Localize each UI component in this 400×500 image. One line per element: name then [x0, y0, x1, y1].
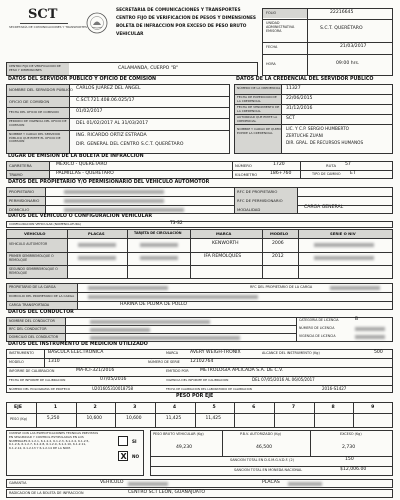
periodo-value: DEL 01/02/2017 AL 31/03/2017	[76, 121, 149, 126]
rule	[65, 317, 66, 342]
carretera-value: MÉXICO - QUERÉTARO	[56, 162, 108, 167]
oficio-label: OFICIO DE COMISION	[9, 99, 50, 104]
serie-redacted	[314, 243, 374, 247]
si-label: SI	[132, 439, 137, 444]
calibracion-label: INFORME DE CALIBRACION	[9, 369, 55, 373]
axle-divider	[274, 402, 275, 428]
permisionario-redacted	[64, 199, 164, 203]
carga-transportada-label: CARGA TRANSPORTADA	[9, 303, 50, 307]
conductor-domicilio-redacted	[90, 336, 240, 340]
rule	[127, 229, 128, 279]
axle-number: 1	[53, 405, 58, 410]
conductor-section-title: DATOS DEL CONDUCTOR	[8, 310, 74, 315]
vehiculo-row-label: PRIMER SEMIRREMOLQUE O REMOLQUE	[9, 254, 54, 262]
rule	[297, 187, 298, 214]
rule	[300, 161, 301, 179]
rule	[310, 430, 311, 456]
marca-instrumento-label: MARCA	[166, 351, 179, 355]
garantia-placas: PLACAS	[262, 480, 280, 485]
vigencia-informe: DEL 07/05/2016 AL 06/05/2017	[252, 377, 315, 382]
axle-divider	[353, 402, 354, 428]
sancion-value: 150	[345, 457, 354, 462]
rule	[234, 124, 393, 125]
col-header-tarjeta: TARJETA DE CIRCULACIÓN	[134, 231, 182, 235]
sct-logo	[6, 7, 87, 44]
fecha-value: 21/03/2017	[340, 44, 367, 49]
eje-label: EJE	[14, 405, 22, 410]
rule	[77, 283, 78, 310]
tipo-camino-label: TIPO DE CAMINO	[312, 172, 341, 176]
rule	[45, 187, 46, 214]
nombre-cargo-2: DIR. GENERAL DEL CENTRO S.C.T. QUERÉTARO	[76, 142, 184, 147]
rule	[262, 229, 263, 279]
vigencia-informe-label: VIGENCIA DEL INFORME DE CALIBRACION	[166, 378, 229, 382]
cred-vencimiento: 31/12/2016	[286, 106, 313, 111]
exceso-label: EXCESO (Kg)	[340, 432, 362, 436]
axle-divider	[36, 402, 37, 428]
serie-redacted	[314, 256, 374, 260]
cred-expedicion: 22/06/2015	[286, 96, 313, 101]
propietario-label: PROPIETARIO	[9, 189, 35, 194]
peso-section-title: PESO POR EJE	[176, 394, 214, 399]
servidor-section-title: DATOS DEL SERVIDOR PÚBLICO Y OFICIO DE COMISION	[8, 77, 157, 82]
rule	[262, 19, 393, 20]
header-title-2: CENTRO FIJO DE VERIFICACION DE PESOS Y DIMENSIONES	[116, 16, 257, 21]
tarjeta-redacted	[140, 243, 178, 247]
sct-logo-subtitle: SECRETARÍA DE COMUNICACIONES Y TRANSPORTES	[9, 25, 87, 29]
monto-label: SANCION TOTAL EN MONEDA NACIONAL	[234, 468, 303, 472]
categoria-value: B	[355, 317, 359, 322]
col-header-marca: MARCA	[216, 231, 232, 236]
vigencia-licencia-label: VIGENCIA DE LICENCIA	[299, 334, 336, 338]
tipo-camino-value: ET	[350, 171, 356, 176]
cred-expide-1: LIC. Y C.P. SERGIO HUMBERTO	[286, 126, 349, 131]
hora-label: HORA	[266, 62, 276, 66]
conductor-rfc-redacted	[90, 328, 150, 332]
axle-weight: 10,600	[126, 416, 142, 421]
vehiculo-row-modelo: 2012	[272, 254, 284, 259]
rule	[44, 349, 45, 367]
axle-weight: 5,250	[46, 416, 60, 421]
folio-label: FOLIO	[266, 11, 277, 15]
conductor-domicilio-label: DOMICILIO DEL CONDUCTOR	[9, 335, 59, 339]
permisionario-label: PERMISIONARIO	[9, 198, 40, 203]
col-header-placas: PLACAS	[88, 231, 105, 236]
kilometro-label: KILOMETRO	[235, 172, 258, 177]
rule	[6, 301, 393, 302]
rule	[69, 84, 70, 154]
header-title-4: VEHICULAR	[116, 32, 144, 37]
fecha-oficio-label: FECHA DEL OFICIO DE COMISION	[9, 110, 59, 114]
rule	[6, 130, 230, 131]
propietario-redacted	[64, 190, 164, 194]
cred-expedicion-label: FECHA DE EXPEDICION DE LA CREDENCIAL	[237, 95, 277, 103]
cred-numero: 11327	[286, 86, 301, 91]
conductor-nombre-label: NOMBRE DEL CONDUCTOR	[9, 319, 55, 323]
vigencia-licencia-redacted	[355, 335, 385, 339]
fecha-label: FECHA	[266, 45, 278, 49]
lugar-numero-label: NÚMERO	[235, 163, 252, 168]
peso-label: PESO (Kg)	[10, 417, 28, 421]
servidor-nombre: CARLOS JUÁREZ DEL ÁNGEL	[76, 86, 141, 91]
sct-logo-text: SCT	[28, 7, 58, 22]
fecha-informe-label: FECHA DE INFORME DE CALIBRACION	[9, 378, 66, 382]
exceso-value: 2,730	[342, 445, 356, 450]
fecha-oficio-value: 01/02/2017	[76, 109, 103, 114]
no-checkbox[interactable]	[118, 451, 128, 461]
col-header-serie: SERIE O NIV	[330, 231, 356, 236]
kilometro-value: 186+760	[270, 171, 292, 176]
holograma-value: U201605310018758	[92, 386, 134, 391]
header-title-3: BOLETA DE INFRACCION POR EXCESO DE PESO BRUTO	[116, 24, 247, 29]
placas-redacted	[78, 243, 116, 247]
rule	[6, 413, 393, 414]
licencia-redacted	[355, 327, 385, 331]
carga-rfc-label: RFC DEL PROPIETARIO DE LA CARGA	[250, 285, 313, 289]
lugar-numero: 1720	[273, 162, 285, 167]
axle-divider	[314, 402, 315, 428]
tarjeta-redacted	[140, 256, 178, 260]
bruto-value: 49,230	[176, 445, 193, 450]
axle-weight: 11,425	[165, 416, 182, 421]
rule	[6, 333, 296, 334]
logo-underline	[20, 23, 68, 24]
config-label: CONFIGURACION VEHICULAR (NOMENCLATURA)	[9, 222, 81, 226]
mexico-seal-icon	[86, 12, 108, 34]
axle-number: 3	[133, 405, 137, 410]
licencia-label: NÚMERO DE LICENCIA	[299, 326, 335, 330]
emitido-value: METROLOGIA APLICADA S.A. DE C.V.	[200, 368, 284, 373]
fecha-informe: 07/05/2016	[100, 377, 127, 382]
centro-value: CALAMANDA, CUERPO "B"	[118, 66, 179, 71]
servidor-nombre-label: NOMBRE DEL SERVIDOR PÚBLICO	[9, 87, 73, 92]
tramo-label: TRAMO	[9, 172, 23, 177]
rule	[222, 430, 223, 456]
cred-expide-3: DIR. GRAL. DE RECURSOS HUMANOS	[286, 140, 364, 145]
nombre-cargo-1: ING. RICARDO ORTIZ ESTRADA	[76, 133, 147, 138]
lugar-section-title: LUGAR DE EMISION DE LA BOLETA DE INFRACCION	[8, 154, 144, 159]
axle-weight: 10,600	[86, 416, 102, 421]
modalidad-label: MODALIDAD	[237, 207, 261, 212]
axle-number: 2	[93, 405, 97, 410]
radicacion-value: CENTRO SCT LEÓN, GUANAJUATO	[128, 490, 206, 495]
credencial-section-title: DATOS DE LA CREDENCIAL DEL SERVIDOR PUBLICO	[236, 77, 374, 82]
instrumento-value: BASCULA ELECTRONICA	[48, 350, 104, 355]
periodo-label: PERIODO DE VIGENCIA DEL OFICIO DE COMISION	[9, 119, 67, 127]
carga-transportada: HARINA DE PLUMA DE POLLO	[120, 302, 187, 307]
cred-numero-label: NÚMERO DE LA CREDENCIAL	[237, 86, 281, 90]
autorizado-value: 46,500	[256, 445, 273, 450]
vehiculo-section-title: DATOS DEL VEHICULO O CONFIGURACION VEHICULAR	[8, 214, 153, 219]
vehiculo-row-label: SEGUNDO SEMIRREMOLQUE O REMOLQUE	[9, 267, 58, 275]
col-header-modelo: MODELO	[270, 231, 289, 236]
sancion-label: SANCION TOTAL EN D.S.M.G.V.D.F. (2)	[230, 458, 294, 462]
tramo-value: PALMILLAS - QUERÉTARO	[56, 171, 114, 176]
carga-domicilio-redacted	[88, 295, 258, 299]
carga-prop-label: PROPIETARIO DE LA CARGA	[9, 285, 56, 289]
instrumento-label: INSTRUMENTO	[9, 351, 34, 355]
holograma-label: NÚMERO DEL HOLOGRAMA DE PROFECO	[9, 387, 71, 391]
vehiculo-row-marca: KENWORTH	[212, 241, 239, 246]
marca-instrumento: AVERY WEIGH-TRONIX	[190, 350, 241, 355]
garantia-vehiculo: VEHICULO	[100, 480, 124, 485]
bruto-label: PESO BRUTO VEHICULAR (Kg)	[153, 432, 204, 436]
rule	[150, 456, 393, 457]
axle-number: 6	[252, 405, 256, 410]
conductor-rfc-label: RFC DEL CONDUCTOR	[9, 327, 47, 331]
axle-divider	[195, 402, 196, 428]
unidad-value: S.C.T. QUERÉTARO	[320, 26, 363, 31]
modelo-instrumento-label: MODELO	[9, 360, 24, 364]
unidad-label: UNIDAD ADMINISTRATIVA EMISORA	[266, 21, 295, 33]
categoria-label: CATEGORIA DE LICENCIA	[299, 318, 339, 322]
rule	[67, 229, 68, 279]
radicacion-label: RADICACION DE LA BOLETA DE INFRACCION	[9, 491, 84, 495]
axle-divider	[234, 402, 235, 428]
axle-weight: 11,425	[205, 416, 221, 421]
hora-value: 09:00 hrs.	[336, 61, 360, 66]
rule	[6, 376, 393, 377]
instrumento-section-title: DATOS DEL INSTRUMENTO DE MEDICION UTILIZADO	[8, 342, 148, 347]
rule	[262, 54, 393, 55]
modalidad-value: CARGA GENERAL	[304, 205, 344, 210]
rule	[6, 252, 393, 253]
rule	[6, 238, 393, 239]
fecha-holograma: 2016-S1427	[322, 386, 347, 391]
carga-rfc-redacted	[330, 286, 380, 290]
rule	[6, 265, 393, 266]
domicilio-label: DOMICILIO	[9, 207, 30, 212]
carga-domicilio-label: DOMICILIO DEL PROPIETARIO DE LA CARGA	[9, 294, 75, 298]
serie-instrumento-label: NÚMERO DE SERIE	[148, 360, 180, 364]
garantia-label: GARANTIA	[9, 481, 27, 485]
nombre-cargo-label: NOMBRE Y CARGO DEL SERVIDOR PÚBLICO QUE EMITE EL OFICIO DE COMISIÓN	[9, 132, 61, 144]
alcance-label: ALCANCE DEL INSTRUMENTO (Kg)	[262, 351, 320, 355]
axle-divider	[76, 402, 77, 428]
serie-instrumento: 12102764	[190, 359, 214, 364]
rule	[6, 292, 393, 293]
fecha-holograma-label: FECHA DE CALIBRACION DEL LABORATORIO DE CALIBRACION	[166, 387, 252, 391]
propietario-section-title: DATOS DEL PROPIETARIO Y/O PERMISIONARIO DEL VEHICULO AUTOMOTOR	[8, 180, 210, 185]
carretera-label: CARRETERA	[9, 163, 32, 168]
axle-number: 9	[371, 405, 375, 410]
rule	[262, 42, 393, 43]
cred-autoridad-label: AUTORIDAD QUE EMITE LA CREDENCIAL	[237, 115, 278, 123]
header-title-1: SECRETARIA DE COMUNICACIONES Y TRANSPORTES	[116, 8, 241, 13]
rule	[190, 229, 191, 279]
emitido-label: EMITIDO POR	[166, 369, 189, 373]
axle-number: 4	[172, 405, 177, 410]
ruta-label: RUTA	[326, 163, 337, 168]
rule	[296, 317, 297, 342]
rule	[232, 161, 233, 179]
garantia-vehiculo-redacted	[128, 482, 168, 486]
oficio-value: C.SCT.721.408.06.025/17	[76, 98, 135, 103]
folio-value: 22216645	[330, 10, 354, 15]
cred-expide-2: ZERTUCHE ZUANI	[286, 133, 323, 138]
rfc-propietario-label: RFC DE PROPIETARIO	[237, 189, 278, 194]
cred-vencimiento-label: FECHA DE VENCIMIENTO DE LA CREDENCIAL	[237, 105, 280, 113]
no-label: NO	[132, 454, 140, 459]
no-check-mark: X	[120, 452, 127, 461]
rule	[307, 8, 308, 76]
axle-divider	[155, 402, 156, 428]
rfc-permisionario-label: RFC DE PERMISIONARIO	[237, 198, 283, 203]
vehiculo-row-label: VEHICULO AUTOMOTOR	[9, 242, 48, 246]
carga-prop-redacted	[88, 286, 168, 290]
cred-expide-label: NOMBRE Y CARGO DE QUIEN EXPIDE LA CREDENCIAL	[237, 127, 281, 135]
domicilio-redacted	[64, 208, 184, 212]
col-header-vehiculo: VEHICULO	[24, 231, 46, 236]
alcance-value: 500	[374, 350, 383, 355]
rule	[6, 325, 296, 326]
monto-value: $12,006.00	[340, 467, 367, 472]
autorizado-label: P.B.V. AUTORIZADO (Kg)	[240, 432, 281, 436]
axle-number: 8	[331, 405, 335, 410]
rule	[6, 196, 393, 197]
vehiculo-row-modelo: 2006	[272, 241, 284, 246]
axle-divider	[115, 402, 116, 428]
ruta-value: 57	[345, 162, 351, 167]
vehiculo-row-marca: IFA REMOLQUES	[204, 254, 242, 259]
si-checkbox[interactable]	[118, 436, 128, 446]
garantia-row	[6, 479, 393, 488]
modelo-instrumento: 1310	[48, 359, 60, 364]
rule	[298, 229, 299, 279]
placas-redacted	[78, 256, 116, 260]
rule	[6, 96, 230, 97]
calibracion-value: MA-ICI-321/2016	[76, 368, 115, 373]
config-value: T3-S2	[170, 220, 183, 226]
axle-number: 5	[212, 405, 216, 410]
centro-label: CENTRO FIJO DE VERIFICACION DE PESO Y DIMENSIONES	[9, 64, 61, 72]
garantia-placas-redacted	[288, 482, 322, 486]
axle-number: 7	[291, 405, 296, 410]
rule	[6, 107, 230, 108]
condiciones-text: CUMPLE CON LAS ESPECIFICACIONES TECNICAS PREVISTAS EN SEGURIDAD Y CONTROL ESTIPULADAS EN LOS NUMERALES 6.1.2.1, 6.1.2.2, 6.1.2.3, 6.1.2.4, 6.1.2.5, 6.1.2.6, 6.1.2.7, 6.1.2.8, 6.1.2.9, 6.1.2.10, 6.1.2.11, 6.1.2.12, 6.1.2.13 Y 6.1.2.14 DE LA NOM.	[9, 431, 99, 450]
cred-autoridad: SCT	[286, 116, 295, 121]
conductor-nombre-redacted	[90, 320, 210, 324]
